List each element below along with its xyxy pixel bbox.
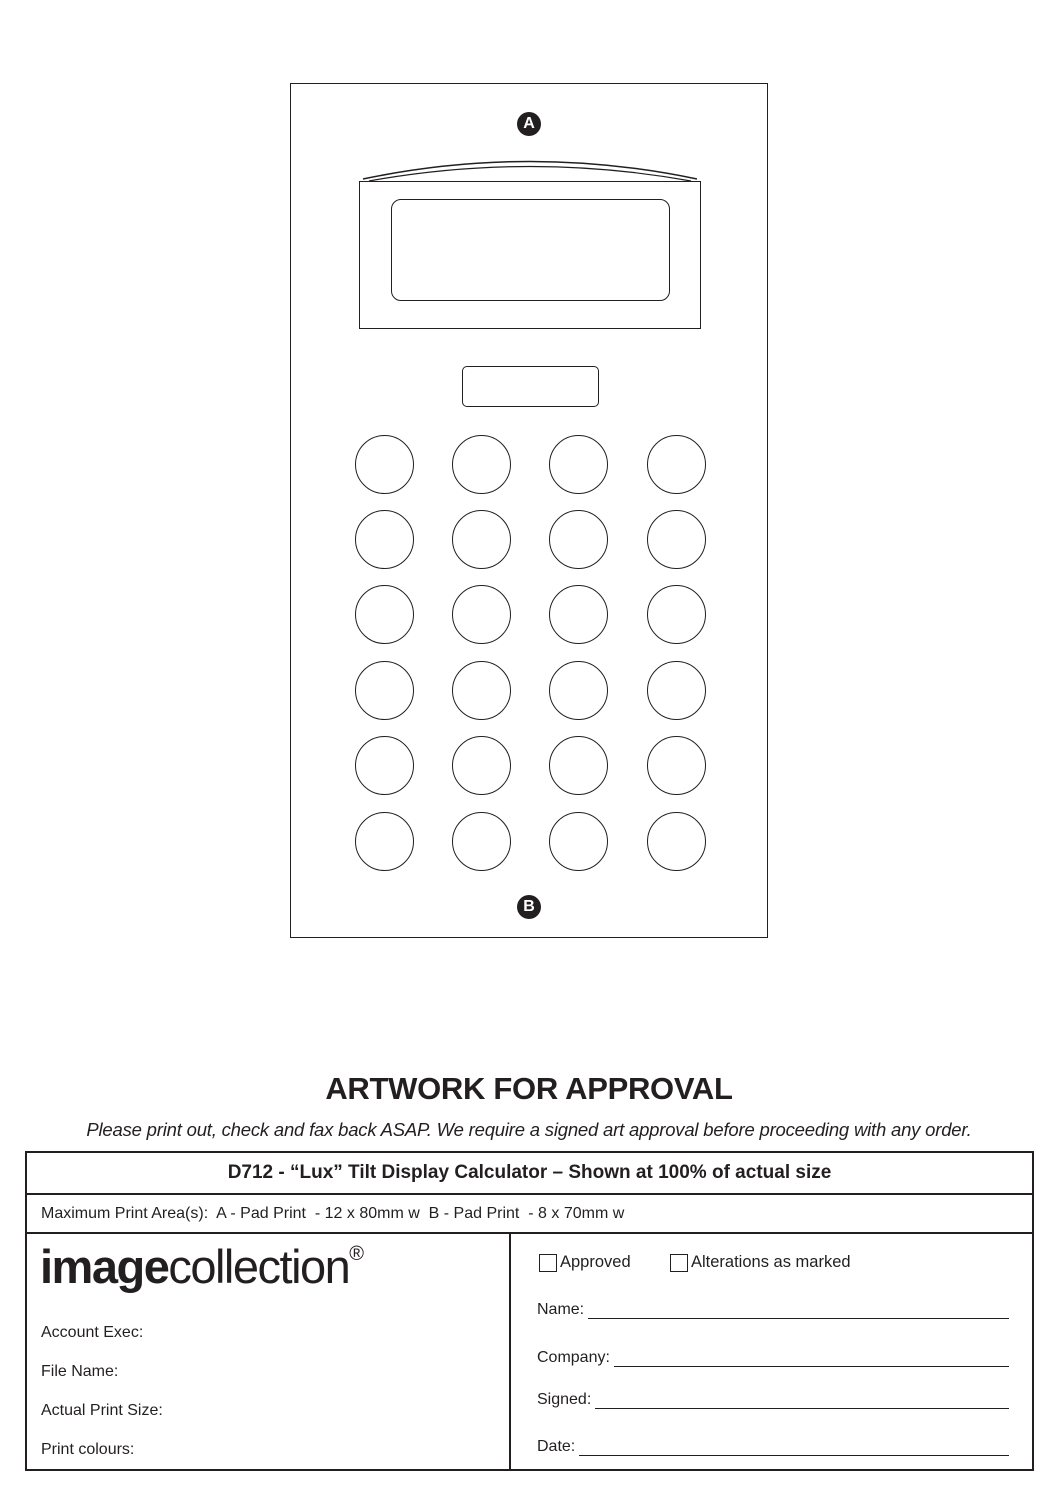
- calculator-key: [355, 812, 414, 871]
- calculator-key: [549, 661, 608, 720]
- signed-row: [537, 1391, 1009, 1409]
- calculator-key: [355, 585, 414, 644]
- name-label: Name:: [537, 1301, 585, 1318]
- marker-a-label: A: [523, 115, 535, 132]
- alterations-label: Alterations as marked: [691, 1253, 851, 1271]
- logo-light: collection: [168, 1240, 350, 1293]
- approved-option[interactable]: [539, 1253, 631, 1272]
- date-row: [537, 1438, 1009, 1456]
- calculator-key: [452, 585, 511, 644]
- print-area-a-marker: [517, 112, 541, 136]
- calculator-key: [549, 812, 608, 871]
- calculator-key: [452, 812, 511, 871]
- marker-b-label: B: [523, 898, 535, 915]
- approved-checkbox[interactable]: [539, 1254, 557, 1272]
- name-field[interactable]: [588, 1302, 1009, 1319]
- approval-form: [25, 1151, 1034, 1471]
- calculator-key: [647, 812, 706, 871]
- company-row: [537, 1349, 1009, 1367]
- calculator-key: [647, 661, 706, 720]
- company-label: Company:: [537, 1349, 610, 1366]
- calculator-key: [647, 510, 706, 569]
- signed-field[interactable]: [595, 1392, 1009, 1409]
- alterations-checkbox[interactable]: [670, 1254, 688, 1272]
- calculator-key: [355, 661, 414, 720]
- calculator-key: [647, 736, 706, 795]
- calculator-key: [647, 585, 706, 644]
- alterations-option[interactable]: [670, 1253, 851, 1272]
- calculator-key: [355, 736, 414, 795]
- print-colours-label: Print colours:: [41, 1441, 135, 1458]
- calculator-key: [549, 585, 608, 644]
- signed-label: Signed:: [537, 1391, 592, 1408]
- calculator-key: [355, 435, 414, 494]
- logo-bold: image: [40, 1240, 169, 1293]
- print-area-b-marker: [517, 895, 541, 919]
- date-field[interactable]: [579, 1439, 1009, 1456]
- page-subtitle: Please print out, check and fax back ASAP. We require a signed art approval before proceeding with any order.: [86, 1119, 972, 1140]
- calculator-key: [452, 435, 511, 494]
- company-field[interactable]: [614, 1350, 1009, 1367]
- calculator-key: [452, 510, 511, 569]
- print-area-line: Maximum Print Area(s): A - Pad Print - 12 x 80mm w B - Pad Print - 8 x 70mm w: [27, 1195, 1032, 1234]
- product-line: D712 - “Lux” Tilt Display Calculator – Shown at 100% of actual size: [27, 1153, 1032, 1195]
- company-logo: [40, 1239, 364, 1294]
- account-exec-label: Account Exec:: [41, 1324, 144, 1341]
- name-row: [537, 1301, 1009, 1319]
- page-title: ARTWORK FOR APPROVAL: [325, 1071, 733, 1106]
- date-label: Date:: [537, 1438, 576, 1455]
- calculator-key: [549, 435, 608, 494]
- solar-panel: [462, 366, 599, 407]
- approved-label: Approved: [560, 1253, 631, 1271]
- display-screen: [391, 199, 670, 301]
- print-size-label: Actual Print Size:: [41, 1402, 163, 1419]
- display-hood-arc: [355, 150, 705, 185]
- calculator-key: [452, 661, 511, 720]
- file-name-label: File Name:: [41, 1363, 119, 1380]
- calculator-key: [549, 736, 608, 795]
- calculator-key: [549, 510, 608, 569]
- calculator-key: [452, 736, 511, 795]
- calculator-key: [355, 510, 414, 569]
- calculator-key: [647, 435, 706, 494]
- logo-registered-mark: ®: [349, 1243, 365, 1265]
- form-divider: [509, 1234, 511, 1470]
